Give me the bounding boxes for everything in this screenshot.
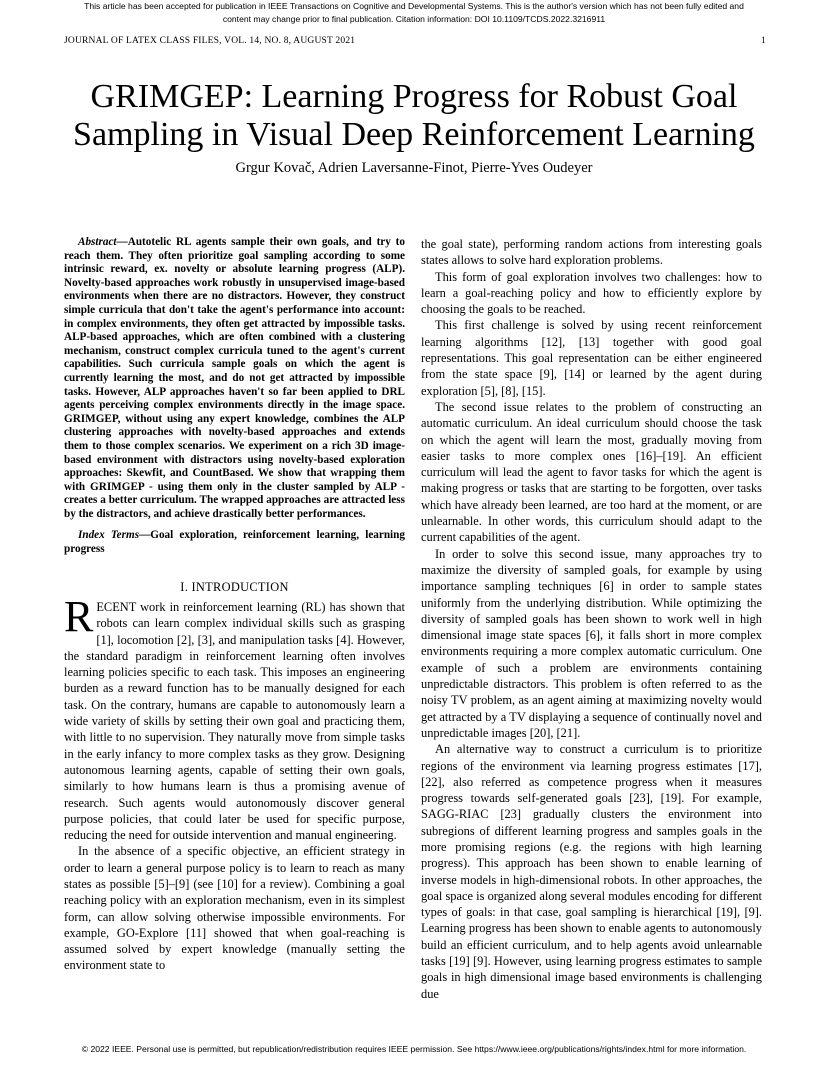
right-paragraph-3: This first challenge is solved by using recent reinforcement learning algorithms [12], [13] together with good goal representations. This goal representation can be either engineered from the state space [9], [14] or learned by the agent during exploration [5], [8], [15]. [421,318,762,398]
intro-paragraph-1 [64,591,405,843]
right-paragraph-continued: the goal state), performing random actions from interesting goals states allows to solve hard exploration problems. [421,237,762,268]
banner-line-2: content may change prior to final publication. Citation information: DOI 10.1109/TCDS.2022.3216911 [222,14,606,24]
journal-line: JOURNAL OF LATEX CLASS FILES, VOL. 14, NO. 8, AUGUST 2021 [64,36,356,46]
abstract-text: —Autotelic RL agents sample their own goals, and try to reach them. They often prioritize goal sampling according to some intrinsic reward, ex. novelty or absolute learning progress (ALP). Novelty-based approaches work robustly in unsupervised image-based environments when there are no distractors. However, they construct simple curricula that don't take the agent's performance into account: in complex environments, they often get attracted by impossible tasks. ALP-based approaches, which are often combined with a clustering mechanism, construct complex curricula tuned to the agent's current capabilities. Such curricula sample goals on which the agent is currently learning the most, and do not get attracted by impossible tasks. However, ALP approaches haven't so far been applied to DRL agents perceiving complex environments directly in the image space. GRIMGEP, without using any expert knowledge, combines the ALP clustering approaches with novelty-based approaches and extends them to those complex scenarios. We experiment on a rich 3D image-based environment with distractors using novelty-based exploration approaches: Skewfit, and CountBased. We show that wrapping them with GRIMGEP - using them only in the cluster sampled by ALP - creates a better curriculum. The wrapped approaches are attracted less by the distractors, and achieve drastically better performances. [64,236,405,520]
index-terms-label: Index Terms [78,529,140,542]
right-paragraph-5: In order to solve this second issue, many approaches try to maximize the diversity of sampled goals, for example by using importance sampling techniques [6] in order to sample states uniformly from the underlying distribution. While optimizing the diversity of sampled goals has been shown to work well in high dimensional image state spaces [6], it falls short in more complex environments requiring a more complex automatic curriculum. One example of such a problem are environments containing unpredictable distractors. This problem is often referred to as the noisy TV problem, as an agent aiming at maximizing novelty would get attracted by a TV displaying a sequence of continually novel and unpredictable images [20], [21]. [421,546,762,740]
index-terms [64,529,405,556]
abstract [64,236,405,521]
intro-paragraph-1-text: ECENT work in reinforcement learning (RL) has shown that robots can learn complex individual skills such as grasping [1], locomotion [2], [3], and manipulation tasks [4]. However, the standard paradigm in reinforcement learning often involves learning policies specific to each task. This imposes an engineering burden as a reward function has to be manually designed for each task. On the contrary, humans are capable to autonomously learn a wide variety of skills by setting their own goal and practicing them, with little to no supervision. They naturally move from simple tasks in the early infancy to more complex tasks as they grow. Designing autonomous learning agents, capable of setting their own goals, similarly to how humans learn is thus a promising avenue of research. Such agents would autonomously discover general purpose policies, that could later be used for specific purpose, reducing the need for outside intervention and manual engineering. [64,599,405,843]
copyright-footer: © 2022 IEEE. Personal use is permitted, but republication/redistribution requires IEEE permission. See https://www.ieee.org/publications/rights/index.html for more information. [81,1044,747,1054]
right-column [421,236,762,1002]
title-line-1: GRIMGEP: Learning Progress for Robust Goal [90,78,738,115]
right-paragraph-4: The second issue relates to the problem of constructing an automatic curriculum. An ideal curriculum should choose the task on which the agent will learn the most, gradually moving from easier tasks to more complex ones [16]–[19]. An efficient curriculum will lead the agent to favor tasks for which the agent is making progress or tasks that are starting to be forgotten, over tasks which have already been learned, are too hard at the moment, or are unlearnable. In other words, this curriculum should adapt to the current capabilities of the agent. [421,399,762,545]
paper-title [40,78,788,154]
index-terms-text: —Goal exploration, reinforcement learning, learning progress [64,529,405,556]
banner-line-1: This article has been accepted for publication in IEEE Transactions on Cognitive and Developmental Systems. This is the author's version which has not been fully edited and [84,1,744,11]
left-column [64,236,405,974]
publication-banner [0,0,828,26]
title-line-2: Sampling in Visual Deep Reinforcement Learning [73,116,755,153]
abstract-label: Abstract [78,236,117,248]
drop-cap: R [64,591,94,641]
author-list: Grgur Kovač, Adrien Laversanne-Finot, Pierre-Yves Oudeyer [235,160,593,176]
section-heading-introduction: I. INTRODUCTION [180,579,289,594]
right-paragraph-6: An alternative way to construct a curriculum is to prioritize regions of the environment via learning progress estimates [17], [22], also referred as competence progress when it measures progress towards self-generated goals [23], [19]. For example, SAGG-RIAC [23] gradually clusters the environment into subregions of different learning progress and samples goals in the more promising regions (e.g. the regions with high learning progress). This approach has been shown to enable learning of inverse models in high-dimensional robots. In other approaches, the goal space is organized along several modules encoding for different types of goals: in that case, goal sampling is hierarchical [19], [9]. Learning progress has been shown to enable agents to autonomously build an efficient curriculum, and to help agents avoid unlearnable tasks [19] [9]. However, using learning progress estimates to sample goals in high dimensional image based environments is challenging due [421,742,762,1001]
right-paragraph-2: This form of goal exploration involves two challenges: how to learn a goal-reaching policy and how to efficiently explore by choosing the goals to be reached. [421,269,762,317]
page-number: 1 [761,36,766,46]
intro-paragraph-2: In the absence of a specific objective, an efficient strategy in order to learn a general purpose policy is to learn to reach as many states as possible [5]–[9] (see [10] for a review). Combining a goal reaching policy with an exploration mechanism, even in its simplest form, can allow solving otherwise impossible environments. For example, GO-Explore [11] showed that when goal-reaching is assumed solved by expert knowledge (manually setting the environment state to [64,844,405,973]
running-head [64,36,766,46]
